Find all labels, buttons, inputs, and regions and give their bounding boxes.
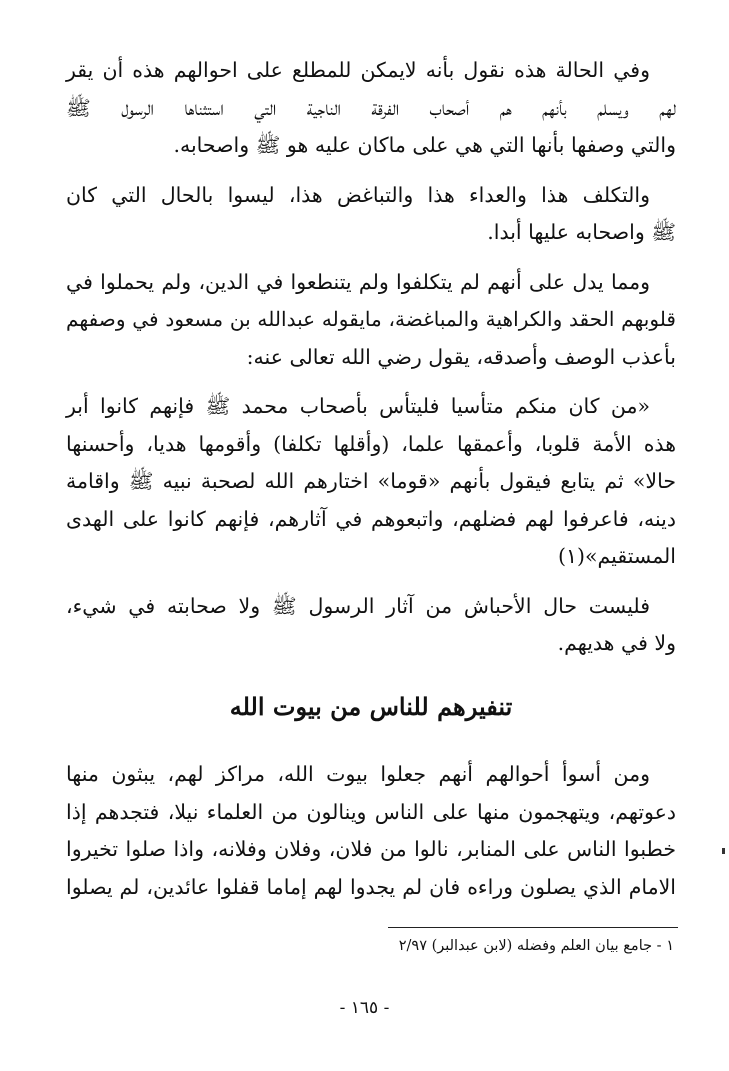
quote-paragraph (66, 388, 676, 576)
text-line: لهم ويسلم بأنهم هم أصحاب الفرقة الناجية التي استثناها الرسول ﷺ (66, 95, 676, 120)
text-line: والتي وصفها بأنها التي هي على ماكان عليه هو ﷺ واصحابه. (173, 133, 676, 157)
paragraph-3 (66, 264, 676, 377)
text-line: دينه، فاعرفوا لهم فضلهم، واتبعوهم في آثارهم، فإنهم كانوا على الهدى (66, 506, 676, 531)
text-line: فليست حال الأحباش من آثار الرسول ﷺ ولا صحابته في شيء، (66, 593, 650, 618)
scan-mark (722, 848, 725, 854)
text-line: قلوبهم الحقد والكراهية والمباغضة، مايقوله عبدالله بن مسعود في وصفهم (66, 307, 676, 331)
text-line: بأعذب الوصف وأصدقه، يقول رضي الله تعالى عنه: (246, 344, 676, 369)
page-number: - ١٦٥ - (339, 998, 390, 1018)
footnote: ١ - جامع بيان العلم وفضله (لابن عبدالبر) ٢/٩٧ (398, 938, 674, 954)
section-paragraph (66, 756, 676, 906)
text-line: «من كان منكم متأسيا فليتأس بأصحاب محمد ﷺ فإنهم كانوا أبر (66, 394, 650, 418)
paragraph-1 (66, 52, 676, 165)
text-line: ﷺ واصحابه عليها أبدا. (487, 220, 676, 244)
text-line: المستقيم»(١) (557, 544, 676, 568)
text-line: وفي الحالة هذه نقول بأنه لايمكن للمطلع على احوالهم هذه أن يقر (66, 58, 650, 82)
main-text (66, 52, 676, 675)
text-line: ومما يدل على أنهم لم يتكلفوا ولم يتنطعوا في الدين، ولم يحملوا في (66, 269, 650, 294)
section-heading: تنفيرهم للناس من بيوت الله (229, 692, 513, 721)
section-body (66, 756, 676, 918)
text-line: حالا» ثم يتابع فيقول بأنهم «قوما» اختارهم الله لصحبة نبيه ﷺ واقامة (66, 469, 676, 493)
text-line: ولا في هديهم. (557, 631, 676, 655)
footnote-divider (388, 927, 678, 928)
text-line: الامام الذي يصلون وراءه فان لم يجدوا لهم إماما قفلوا عائدين، لم يصلوا (66, 874, 676, 899)
paragraph-2 (66, 177, 676, 252)
text-line: خطبوا الناس على المنابر، نالوا من فلان، وفلان وفلانه، واذا صلوا تخيروا (66, 837, 676, 861)
text-line: دعوتهم، ويتهجمون منها على الناس وينالون من العلماء نيلا، فتجدهم إذا (66, 799, 676, 824)
text-line: هذه الأمة قلوبا، وأعمقها علما، (وأقلها تكلفا) وأقومها هديا، وأحسنها (66, 431, 676, 456)
paragraph-5 (66, 588, 676, 663)
text-line: والتكلف هذا والعداء هذا والتباغض هذا، ليسوا بالحال التي كان (66, 182, 650, 207)
text-line: ومن أسوأ أحوالهم أنهم جعلوا بيوت الله، مراكز لهم، يبثون منها (66, 762, 650, 786)
